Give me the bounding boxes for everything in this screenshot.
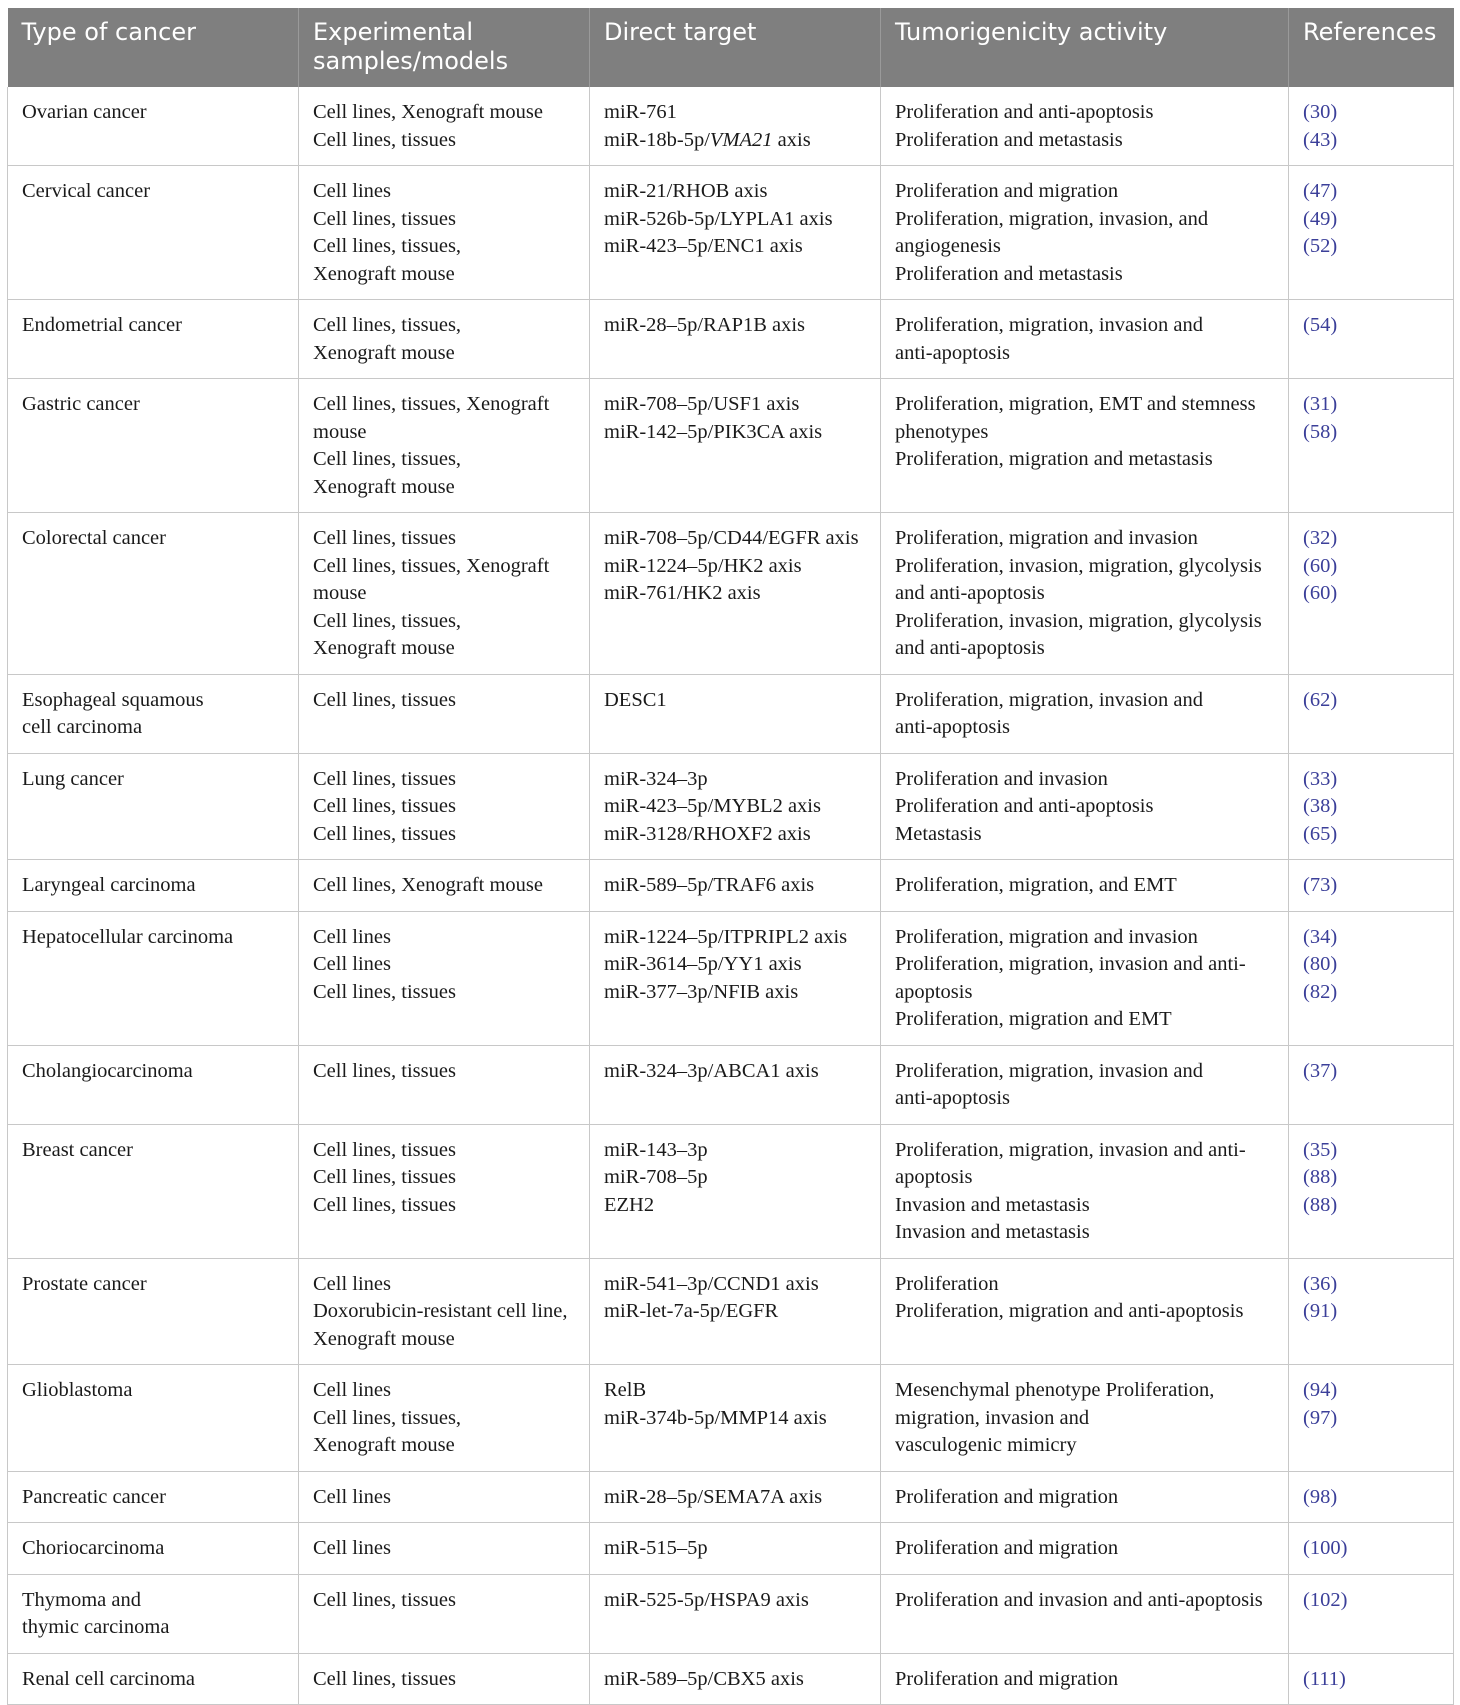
cell-line-text: Prostate cancer: [22, 1272, 147, 1295]
cell-line-text: Proliferation, migration, invasion and: [895, 314, 1204, 336]
cell-line-text: Cell lines: [313, 1537, 392, 1559]
cell-line-text: Cell lines, tissues: [313, 527, 456, 549]
cell-line-text: Cell lines: [313, 1272, 392, 1295]
cell-type-of-cancer: [8, 1365, 299, 1472]
cell-line-text: Xenograft mouse: [313, 637, 455, 659]
cell-experimental-samples: [299, 1574, 590, 1653]
cell-line-text: miR-515–5p: [604, 1537, 708, 1559]
cell-line-text: Cell lines, tissues: [313, 980, 456, 1003]
cell-type-of-cancer: [8, 300, 299, 379]
cell-references: [1289, 1523, 1454, 1575]
cell-line-text: miR-21/RHOB axis: [604, 180, 768, 202]
reference-link[interactable]: (111): [1303, 1667, 1346, 1690]
header-type-of-cancer: Type of cancer: [8, 8, 299, 87]
cell-line-text: Cell lines, tissues: [313, 1138, 456, 1161]
cell-line-text: Cervical cancer: [22, 180, 151, 202]
cell-line-text: miR-708–5p: [604, 1166, 708, 1188]
cell-line-text: Proliferation, migration, invasion and: [895, 1059, 1204, 1082]
cell-direct-target: [590, 1471, 881, 1523]
reference-link[interactable]: (43): [1303, 128, 1338, 151]
reference-link[interactable]: (32): [1303, 527, 1338, 549]
cell-line-text: miR-324–3p: [604, 767, 708, 790]
cell-experimental-samples: [299, 753, 590, 860]
cell-type-of-cancer: [8, 674, 299, 753]
cell-line-text: Proliferation, migration and metastasis: [895, 448, 1213, 470]
cell-line-text: Cell lines, tissues,: [313, 1406, 462, 1429]
cell-line-text: thymic carcinoma: [22, 1616, 170, 1638]
reference-link[interactable]: (80): [1303, 953, 1338, 975]
cell-line-text: Cell lines, tissues: [313, 767, 456, 790]
cell-tumorigenicity-activity: [881, 1045, 1289, 1124]
cell-type-of-cancer: [8, 166, 299, 300]
cell-references: [1289, 1124, 1454, 1258]
cell-line-text: Choriocarcinoma: [22, 1537, 165, 1559]
cell-line-text: miR-708–5p/CD44/EGFR axis: [604, 527, 859, 549]
reference-link[interactable]: (60): [1303, 582, 1338, 604]
cell-line-text: Cell lines, tissues: [313, 688, 456, 711]
cell-line-text: Colorectal cancer: [22, 527, 166, 549]
cell-line-text: Cell lines: [313, 953, 392, 975]
cell-experimental-samples: [299, 166, 590, 300]
cell-direct-target: [590, 753, 881, 860]
table-row: [8, 1258, 1454, 1365]
cell-references: [1289, 1258, 1454, 1365]
cell-type-of-cancer: [8, 860, 299, 912]
cell-line-text: Cell lines, tissues: [313, 1166, 456, 1188]
cell-line-text: Proliferation: [895, 1272, 999, 1295]
cell-line-text: miR-525-5p/HSPA9 axis: [604, 1588, 809, 1611]
cell-line-text: Cell lines, tissues: [313, 1667, 456, 1690]
cell-experimental-samples: [299, 674, 590, 753]
gene-name-italic: VMA21: [709, 128, 773, 151]
cell-line-text: miR-28–5p/RAP1B axis: [604, 314, 806, 336]
cell-line-text: Cell lines, tissues: [313, 1588, 456, 1611]
cell-line-text: Invasion and metastasis: [895, 1221, 1090, 1243]
table-row: [8, 300, 1454, 379]
cell-experimental-samples: [299, 1124, 590, 1258]
reference-link[interactable]: (65): [1303, 822, 1338, 845]
header-row: [8, 8, 1454, 87]
cell-line-text: Cell lines: [313, 180, 392, 202]
table-row: [8, 1124, 1454, 1258]
cell-line-text: Cell lines, tissues: [313, 1193, 456, 1216]
cell-line-text: Thymoma and: [22, 1588, 141, 1611]
table-container: [7, 8, 1453, 1705]
cell-line-text: miR-18b-5p/VMA21 axis: [604, 128, 811, 151]
reference-link[interactable]: (91): [1303, 1300, 1338, 1322]
cell-tumorigenicity-activity: [881, 1653, 1289, 1705]
reference-link[interactable]: (38): [1303, 795, 1338, 817]
table-row: [8, 1045, 1454, 1124]
cell-line-text: Hepatocellular carcinoma: [22, 925, 234, 948]
cell-line-text: Proliferation and migration: [895, 1537, 1119, 1559]
cell-line-text: Cholangiocarcinoma: [22, 1059, 193, 1082]
reference-link[interactable]: (30): [1303, 101, 1338, 123]
cancer-target-table: [7, 8, 1454, 1705]
cell-references: [1289, 87, 1454, 166]
cell-tumorigenicity-activity: [881, 674, 1289, 753]
cell-experimental-samples: [299, 1653, 590, 1705]
cell-line-text: Renal cell carcinoma: [22, 1667, 196, 1690]
cell-type-of-cancer: [8, 1574, 299, 1653]
cell-references: [1289, 1653, 1454, 1705]
header-direct-target: Direct target: [590, 8, 881, 87]
cell-line-text: Proliferation, migration, invasion and anti-: [895, 953, 1246, 975]
cell-line-text: Proliferation, migration and invasion: [895, 925, 1198, 948]
cell-line-text: Proliferation and invasion and anti-apoptosis: [895, 1588, 1263, 1611]
cell-line-text: miR-423–5p/MYBL2 axis: [604, 795, 821, 817]
cell-tumorigenicity-activity: [881, 1124, 1289, 1258]
cell-line-text: Xenograft mouse: [313, 1434, 455, 1456]
table-row: [8, 166, 1454, 300]
cell-line-text: Metastasis: [895, 822, 982, 845]
cell-direct-target: [590, 1523, 881, 1575]
cell-line-text: Proliferation, migration and EMT: [895, 1008, 1172, 1030]
cell-line-text: Proliferation, migration, EMT and stemness: [895, 393, 1256, 415]
cell-line-text: and anti-apoptosis: [895, 637, 1045, 659]
cell-type-of-cancer: [8, 379, 299, 513]
header-experimental-samples: Experimental samples/models: [299, 8, 590, 87]
cell-line-text: Doxorubicin-resistant cell line,: [313, 1300, 568, 1322]
cell-direct-target: [590, 166, 881, 300]
cell-line-text: Proliferation and migration: [895, 1667, 1119, 1690]
cell-direct-target: [590, 1258, 881, 1365]
reference-link[interactable]: (47): [1303, 180, 1338, 202]
cell-line-text: miR-3128/RHOXF2 axis: [604, 822, 811, 845]
cell-references: [1289, 1471, 1454, 1523]
cell-experimental-samples: [299, 300, 590, 379]
cell-line-text: angiogenesis: [895, 235, 1001, 257]
cell-line-text: Proliferation and anti-apoptosis: [895, 795, 1154, 817]
reference-link[interactable]: (31): [1303, 393, 1338, 415]
cell-line-text: Proliferation and migration: [895, 180, 1119, 202]
cell-references: [1289, 166, 1454, 300]
reference-link[interactable]: (73): [1303, 874, 1338, 896]
cell-line-text: miR-3614–5p/YY1 axis: [604, 953, 802, 975]
cell-line-text: anti-apoptosis: [895, 716, 1011, 738]
cell-experimental-samples: [299, 87, 590, 166]
cell-line-text: Cell lines: [313, 1485, 392, 1508]
reference-link[interactable]: (62): [1303, 688, 1338, 711]
cell-line-text: phenotypes: [895, 420, 989, 443]
cell-line-text: Xenograft mouse: [313, 475, 455, 498]
cell-line-text: RelB: [604, 1379, 647, 1401]
cell-line-text: Proliferation, invasion, migration, glycolysis: [895, 609, 1262, 632]
reference-link[interactable]: (60): [1303, 554, 1338, 577]
cell-line-text: anti-apoptosis: [895, 1087, 1011, 1109]
reference-link[interactable]: (52): [1303, 235, 1338, 257]
cell-line-text: Proliferation, migration and anti-apoptosis: [895, 1300, 1244, 1322]
cell-line-text: migration, invasion and: [895, 1406, 1090, 1429]
table-row: [8, 1365, 1454, 1472]
cell-line-text: miR-526b-5p/LYPLA1 axis: [604, 207, 833, 230]
reference-link[interactable]: (98): [1303, 1485, 1338, 1508]
cell-type-of-cancer: [8, 87, 299, 166]
cell-experimental-samples: [299, 379, 590, 513]
cell-direct-target: [590, 674, 881, 753]
cell-line-text: Cell lines, tissues,: [313, 314, 462, 336]
cell-experimental-samples: [299, 1365, 590, 1472]
reference-link[interactable]: (35): [1303, 1138, 1338, 1161]
cell-direct-target: [590, 379, 881, 513]
reference-link[interactable]: (100): [1303, 1537, 1348, 1559]
reference-link[interactable]: (94): [1303, 1379, 1338, 1401]
cell-type-of-cancer: [8, 1471, 299, 1523]
cell-line-text: Cell lines, Xenograft mouse: [313, 101, 544, 123]
cell-references: [1289, 379, 1454, 513]
cell-line-text: vasculogenic mimicry: [895, 1434, 1077, 1456]
cell-line-text: Laryngeal carcinoma: [22, 874, 196, 896]
reference-link[interactable]: (82): [1303, 980, 1338, 1003]
cell-line-text: and anti-apoptosis: [895, 582, 1045, 604]
reference-link[interactable]: (49): [1303, 207, 1338, 230]
cell-line-text: Proliferation and metastasis: [895, 262, 1123, 285]
cell-line-text: miR-let-7a-5p/EGFR: [604, 1300, 779, 1322]
cell-experimental-samples: [299, 1471, 590, 1523]
cell-experimental-samples: [299, 911, 590, 1045]
cell-line-text: miR-589–5p/TRAF6 axis: [604, 874, 815, 896]
table-header: [8, 8, 1454, 87]
cell-line-text: Cell lines, tissues: [313, 1059, 456, 1082]
table-row: [8, 1523, 1454, 1575]
cell-line-text: Cell lines, tissues, Xenograft: [313, 393, 550, 415]
cell-references: [1289, 1365, 1454, 1472]
table-row: [8, 379, 1454, 513]
table-row: [8, 87, 1454, 166]
cell-direct-target: [590, 911, 881, 1045]
cell-line-text: Cell lines: [313, 1379, 392, 1401]
cell-line-text: Mesenchymal phenotype Proliferation,: [895, 1379, 1215, 1401]
table-row: [8, 513, 1454, 675]
cell-line-text: Cell lines, tissues: [313, 128, 456, 151]
cell-line-text: mouse: [313, 420, 367, 443]
cell-line-text: Cell lines, Xenograft mouse: [313, 874, 544, 896]
cell-line-text: apoptosis: [895, 1166, 973, 1188]
cell-line-text: EZH2: [604, 1193, 655, 1216]
cell-line-text: Proliferation, migration, invasion, and: [895, 207, 1209, 230]
cell-direct-target: [590, 513, 881, 675]
cell-references: [1289, 1574, 1454, 1653]
reference-link[interactable]: (33): [1303, 767, 1338, 790]
table-row: [8, 1653, 1454, 1705]
cell-line-text: miR-1224–5p/ITPRIPL2 axis: [604, 925, 848, 948]
cell-type-of-cancer: [8, 753, 299, 860]
cell-line-text: Proliferation and migration: [895, 1485, 1119, 1508]
cell-line-text: Ovarian cancer: [22, 101, 147, 123]
cell-line-text: Proliferation, migration, invasion and: [895, 688, 1204, 711]
cell-direct-target: [590, 87, 881, 166]
cell-references: [1289, 300, 1454, 379]
cell-tumorigenicity-activity: [881, 1258, 1289, 1365]
cell-line-text: miR-423–5p/ENC1 axis: [604, 235, 803, 257]
reference-link[interactable]: (34): [1303, 925, 1338, 948]
cell-tumorigenicity-activity: [881, 513, 1289, 675]
cell-line-text: Endometrial cancer: [22, 314, 182, 336]
cell-type-of-cancer: [8, 1523, 299, 1575]
table-body: [8, 87, 1454, 1705]
cell-line-text: miR-541–3p/CCND1 axis: [604, 1272, 819, 1295]
cell-tumorigenicity-activity: [881, 1574, 1289, 1653]
cell-direct-target: [590, 1574, 881, 1653]
cell-tumorigenicity-activity: [881, 753, 1289, 860]
cell-experimental-samples: [299, 860, 590, 912]
cell-experimental-samples: [299, 1045, 590, 1124]
cell-line-text: miR-324–3p/ABCA1 axis: [604, 1059, 819, 1082]
cell-tumorigenicity-activity: [881, 1523, 1289, 1575]
cell-tumorigenicity-activity: [881, 911, 1289, 1045]
table-row: [8, 1574, 1454, 1653]
reference-link[interactable]: (88): [1303, 1193, 1338, 1216]
cell-line-text: Proliferation, migration, and EMT: [895, 874, 1177, 896]
header-references: References: [1289, 8, 1454, 87]
cell-line-text: Cell lines, tissues, Xenograft: [313, 554, 550, 577]
cell-tumorigenicity-activity: [881, 300, 1289, 379]
cell-line-text: Xenograft mouse: [313, 341, 455, 364]
cell-references: [1289, 513, 1454, 675]
cell-type-of-cancer: [8, 513, 299, 675]
reference-link[interactable]: (36): [1303, 1272, 1338, 1295]
cell-line-text: Lung cancer: [22, 767, 124, 790]
cell-line-text: Proliferation and invasion: [895, 767, 1108, 790]
cell-line-text: miR-374b-5p/MMP14 axis: [604, 1406, 827, 1429]
table-row: [8, 1471, 1454, 1523]
cell-type-of-cancer: [8, 1045, 299, 1124]
cell-references: [1289, 1045, 1454, 1124]
cell-tumorigenicity-activity: [881, 1471, 1289, 1523]
cell-line-text: Cell lines, tissues,: [313, 448, 462, 470]
cell-line-text: Cell lines, tissues: [313, 795, 456, 817]
cell-experimental-samples: [299, 1258, 590, 1365]
cell-line-text: miR-142–5p/PIK3CA axis: [604, 420, 823, 443]
cell-direct-target: [590, 1045, 881, 1124]
cell-type-of-cancer: [8, 1258, 299, 1365]
cell-line-text: Esophageal squamous: [22, 688, 204, 711]
reference-link[interactable]: (54): [1303, 314, 1338, 336]
cell-line-text: anti-apoptosis: [895, 341, 1011, 364]
cell-line-text: Glioblastoma: [22, 1379, 133, 1401]
cell-line-text: Gastric cancer: [22, 393, 140, 415]
cell-experimental-samples: [299, 1523, 590, 1575]
cell-line-text: Breast cancer: [22, 1138, 133, 1161]
cell-type-of-cancer: [8, 911, 299, 1045]
cell-references: [1289, 911, 1454, 1045]
cell-references: [1289, 753, 1454, 860]
cell-tumorigenicity-activity: [881, 87, 1289, 166]
reference-link[interactable]: (102): [1303, 1588, 1348, 1611]
cell-line-text: Cell lines, tissues: [313, 207, 456, 230]
cell-line-text: miR-708–5p/USF1 axis: [604, 393, 800, 415]
cell-line-text: Cell lines, tissues,: [313, 235, 462, 257]
cell-line-text: Cell lines, tissues: [313, 822, 456, 845]
table-row: [8, 674, 1454, 753]
cell-line-text: cell carcinoma: [22, 716, 143, 738]
cell-type-of-cancer: [8, 1653, 299, 1705]
cell-direct-target: [590, 1653, 881, 1705]
cell-references: [1289, 860, 1454, 912]
cell-line-text: Proliferation and anti-apoptosis: [895, 101, 1154, 123]
table-row: [8, 860, 1454, 912]
cell-tumorigenicity-activity: [881, 1365, 1289, 1472]
cell-line-text: apoptosis: [895, 980, 973, 1003]
cell-line-text: Proliferation and metastasis: [895, 128, 1123, 151]
table-row: [8, 911, 1454, 1045]
cell-line-text: Proliferation, migration, invasion and anti-: [895, 1138, 1246, 1161]
cell-direct-target: [590, 1365, 881, 1472]
cell-line-text: miR-377–3p/NFIB axis: [604, 980, 799, 1003]
cell-line-text: Xenograft mouse: [313, 262, 455, 285]
cell-line-text: Invasion and metastasis: [895, 1193, 1090, 1216]
cell-tumorigenicity-activity: [881, 379, 1289, 513]
cell-line-text: DESC1: [604, 688, 667, 711]
cell-line-text: miR-589–5p/CBX5 axis: [604, 1667, 804, 1690]
cell-direct-target: [590, 300, 881, 379]
cell-line-text: Proliferation, migration and invasion: [895, 527, 1198, 549]
cell-line-text: mouse: [313, 582, 367, 604]
cell-line-text: Proliferation, invasion, migration, glycolysis: [895, 554, 1262, 577]
reference-link[interactable]: (88): [1303, 1166, 1338, 1188]
cell-line-text: miR-761/HK2 axis: [604, 582, 761, 604]
reference-link[interactable]: (97): [1303, 1406, 1338, 1429]
cell-tumorigenicity-activity: [881, 860, 1289, 912]
cell-references: [1289, 674, 1454, 753]
header-tumorigenicity-activity: Tumorigenicity activity: [881, 8, 1289, 87]
cell-direct-target: [590, 1124, 881, 1258]
cell-line-text: miR-28–5p/SEMA7A axis: [604, 1485, 823, 1508]
cell-line-text: Cell lines, tissues,: [313, 609, 462, 632]
cell-line-text: Pancreatic cancer: [22, 1485, 166, 1508]
table-row: [8, 753, 1454, 860]
cell-experimental-samples: [299, 513, 590, 675]
cell-line-text: miR-1224–5p/HK2 axis: [604, 554, 802, 577]
cell-line-text: Cell lines: [313, 925, 392, 948]
reference-link[interactable]: (37): [1303, 1059, 1338, 1082]
cell-tumorigenicity-activity: [881, 166, 1289, 300]
cell-line-text: Xenograft mouse: [313, 1327, 455, 1350]
cell-type-of-cancer: [8, 1124, 299, 1258]
cell-line-text: miR-143–3p: [604, 1138, 708, 1161]
cell-line-text: miR-761: [604, 101, 677, 123]
reference-link[interactable]: (58): [1303, 420, 1338, 443]
cell-direct-target: [590, 860, 881, 912]
